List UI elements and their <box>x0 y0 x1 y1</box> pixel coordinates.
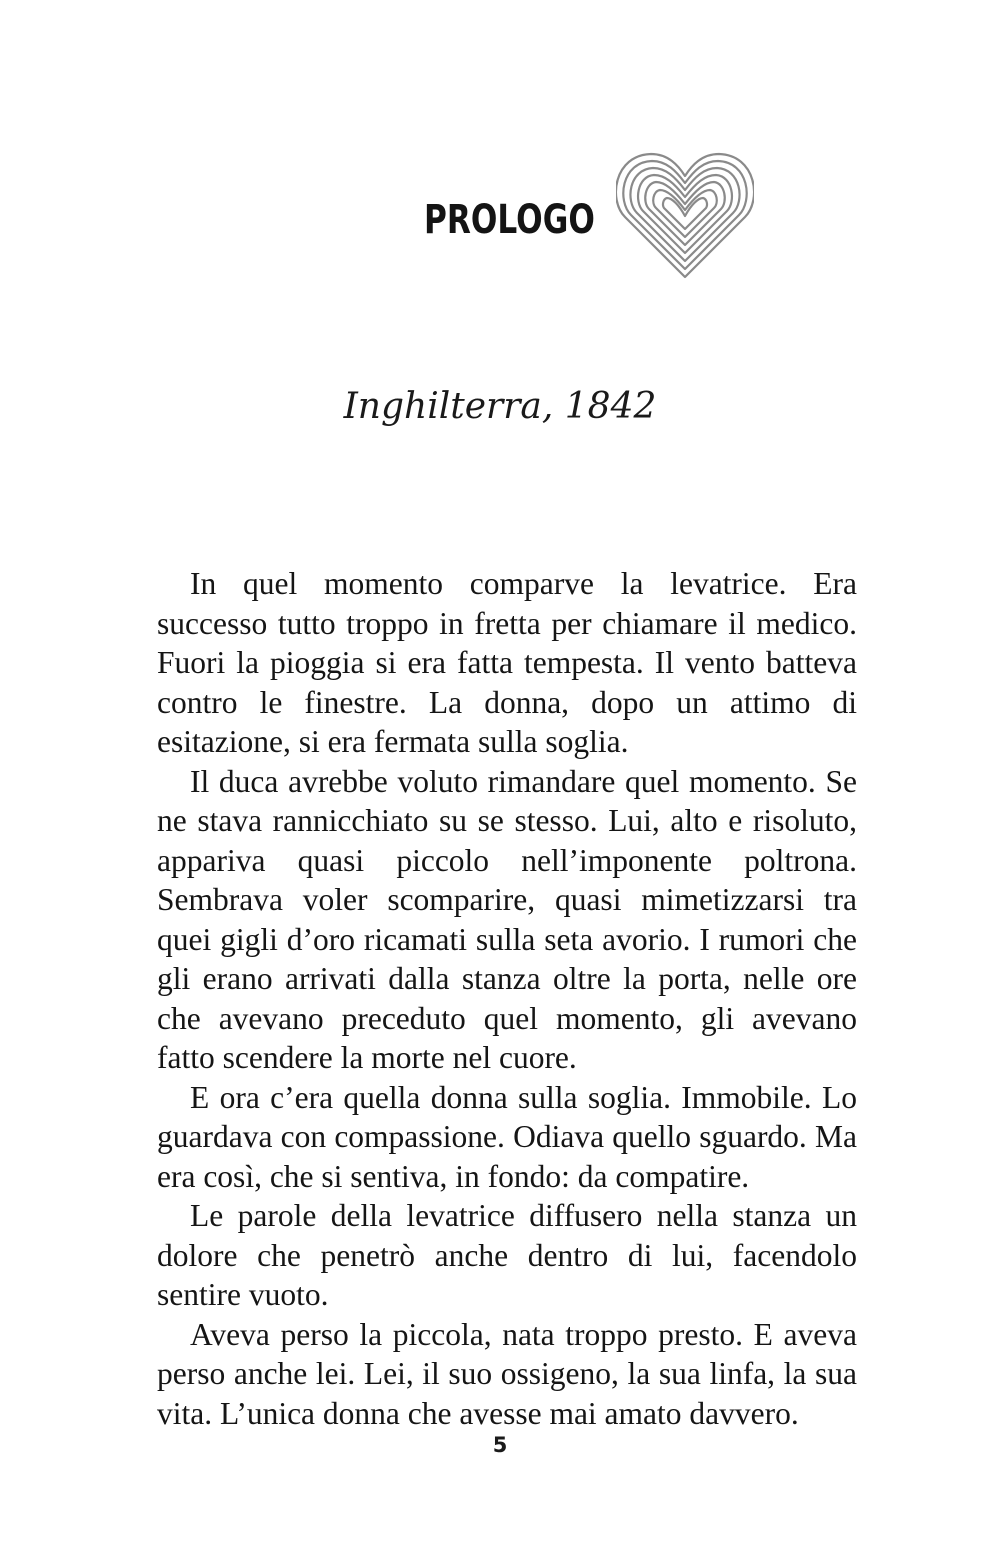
paragraph: Le parole della levatrice diffusero nella stanza un dolore che penetrò anche dentro di lui, facendolo sentire vuoto. <box>157 1198 857 1312</box>
paragraph: E ora c’era quella donna sulla soglia. Immobile. Lo guardava con compassione. Odiava quello sguardo. Ma era così, che si sentiva, in fondo: da compatire. <box>157 1079 857 1194</box>
paragraph: In quel momento comparve la levatrice. Era successo tutto troppo in fretta per chiamare il medico. Fuori la pioggia si era fatta tempesta. Il vento batteva contro le finestre. La donna, dopo un attimo di esitazione, si era fermata sulla soglia. <box>157 566 857 759</box>
page-number: 5 <box>492 1433 508 1457</box>
setting-heading: Inghilterra, 1842 <box>343 386 657 427</box>
heart-icon <box>616 150 754 280</box>
paragraph: Aveva perso la piccola, nata troppo presto. E aveva perso anche lei. Lei, il suo ossigeno, la sua linfa, la sua vita. L’unica donna che avesse mai amato davvero. <box>157 1316 857 1431</box>
body-text <box>157 564 857 1433</box>
chapter-title: PROLOGO <box>424 197 595 243</box>
paragraph: Il duca avrebbe voluto rimandare quel momento. Se ne stava rannicchiato su se stesso. Lui, alto e risoluto, appariva quasi piccolo nell’imponente poltrona. Sembrava voler scomparire, quasi mimetizzarsi tra quei gigli d’oro ricamati sulla seta avorio. I rumori che gli erano arrivati dalla stanza oltre la porta, nelle ore che avevano preceduto quel momento, gli avevano fatto scendere la morte nel cuore. <box>157 763 857 1075</box>
